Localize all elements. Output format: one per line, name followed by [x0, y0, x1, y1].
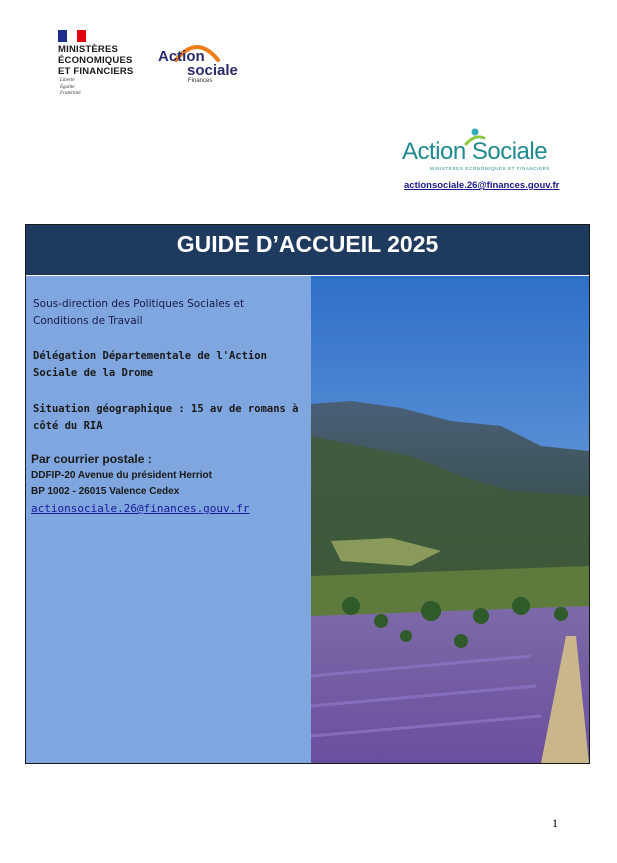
ministry-line: ÉCONOMIQUES: [58, 55, 133, 66]
delegation-text: Délégation Départementale de l'Action Sociale de la Drome: [33, 350, 267, 379]
motto-line: Fraternité: [60, 91, 81, 96]
motto-line: Égalité: [60, 84, 75, 90]
contact-email-link[interactable]: actionsociale.26@finances.gouv.fr: [31, 502, 250, 515]
action-sociale-logo-word2: sociale: [187, 62, 238, 79]
page-number: 1: [552, 816, 558, 830]
action-sociale-logo-word1: Action: [158, 48, 205, 65]
situation-text: Situation géographique : 15 av de romans à côté du RIA: [33, 403, 299, 432]
ministry-line: ET FINANCIERS: [58, 66, 134, 77]
action-sociale-logo-right: Action Sociale: [402, 138, 548, 165]
header-email-link[interactable]: actionsociale.26@finances.gouv.fr: [404, 180, 560, 191]
action-sociale-logo-sub: Finances: [188, 78, 213, 84]
motto-line: Liberté: [60, 78, 75, 83]
postal-heading: Par courrier postale :: [31, 452, 152, 466]
french-flag-icon: [58, 30, 86, 42]
ministry-motto: [60, 78, 81, 98]
action-sociale-logo-right-sub: MINISTÈRES ÉCONOMIQUES ET FINANCIERS: [430, 166, 551, 171]
postal-address-line1: DDFIP-20 Avenue du président Herriot: [31, 470, 212, 481]
guide-title: GUIDE D’ACCUEIL 2025: [176, 231, 439, 257]
subdirection-text: Sous-direction des Politiques Sociales et Conditions de Travail: [33, 298, 245, 327]
ministry-logo-text: [58, 44, 133, 77]
postal-address-line2: BP 1002 - 26015 Valence Cedex: [31, 486, 180, 497]
landscape-photo: [311, 276, 589, 763]
ministry-line: MINISTÈRES: [58, 44, 119, 55]
